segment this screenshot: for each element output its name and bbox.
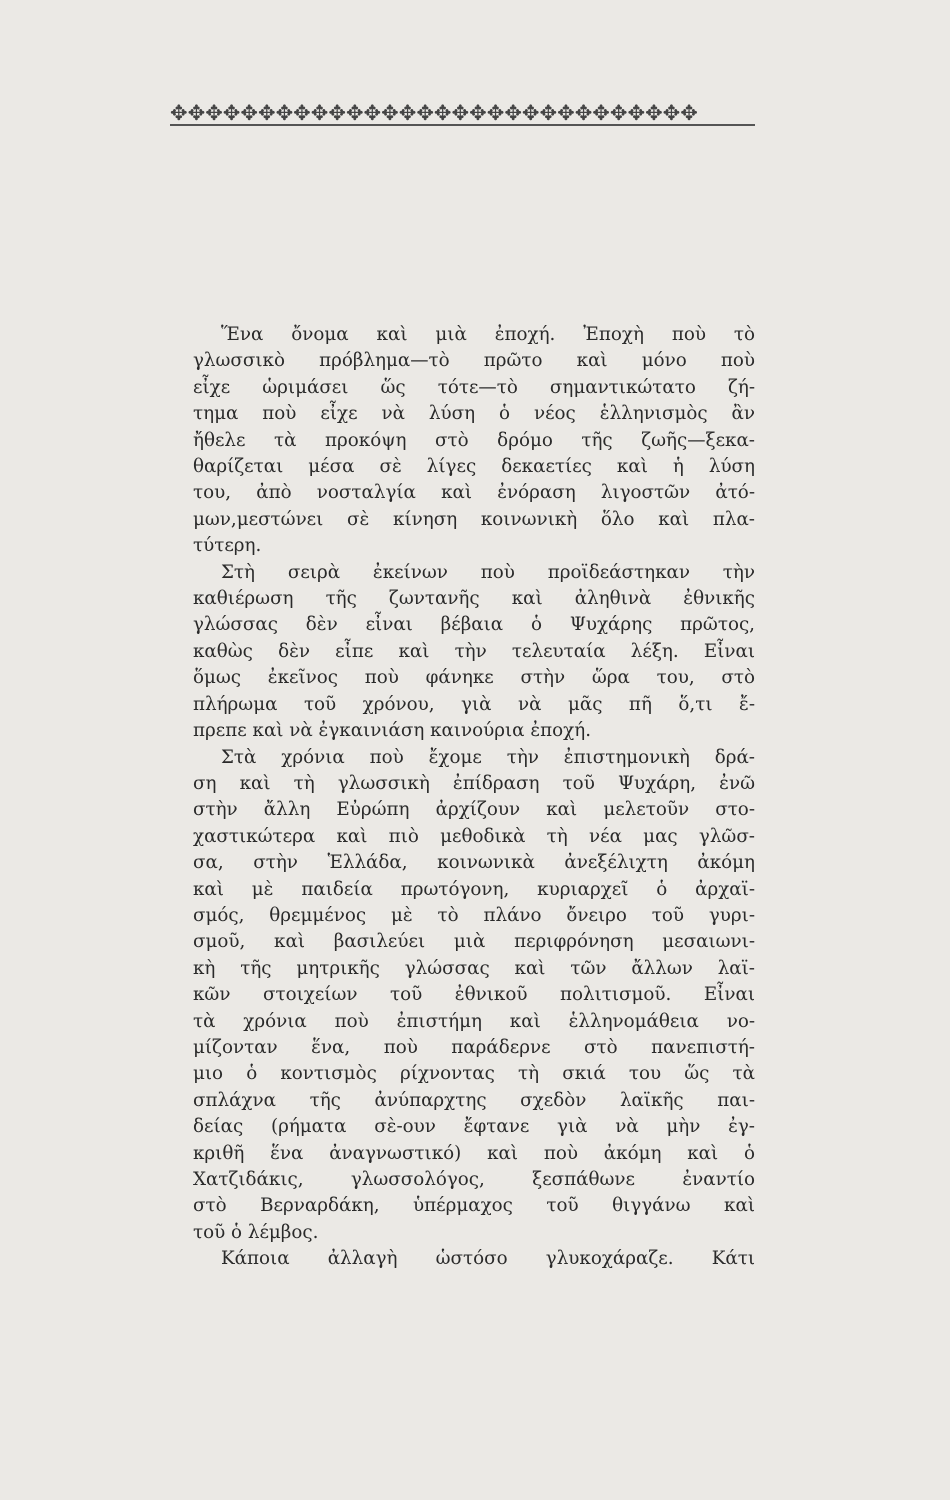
text-line: σμός, θρεμμένος μὲ τὸ πλάνο ὄνειρο τοῦ γυρι-	[193, 904, 755, 926]
text-line: Ἕνα ὄνομα καὶ μιὰ ἐποχή. Ἐποχὴ ποὺ τὸ	[221, 324, 755, 345]
text-line: τημα ποὺ εἶχε νὰ λύση ὁ νέος ἑλληνισμὸς ἂν	[193, 403, 755, 425]
text-line: στὴν ἄλλη Εὐρώπη ἀρχίζουν καὶ μελετοῦν στο-	[193, 799, 755, 821]
text-line: καὶ μὲ παιδεία πρωτόγονη, κυριαρχεῖ ὁ ἀρχαϊ-	[193, 878, 755, 900]
text-line: μιο ὁ κοντισμὸς ρίχνοντας τὴ σκιά του ὥς τὰ	[193, 1063, 755, 1085]
text-line: Στὴ σειρὰ ἐκείνων ποὺ προϊδεάστηκαν τὴν	[221, 561, 755, 583]
text-line: σμοῦ, καὶ βασιλεύει μιὰ περιφρόνηση μεσαιωνι-	[193, 931, 755, 953]
text-line: πλήρωμα τοῦ χρόνου, γιὰ νὰ μᾶς πῆ ὅ,τι ἔ-	[193, 693, 755, 715]
text-line: ὅμως ἐκεῖνος ποὺ φάνηκε στὴν ὥρα του, στὸ	[193, 667, 755, 689]
text-line: κῶν στοιχείων τοῦ ἐθνικοῦ πολιτισμοῦ. Εἶναι	[193, 984, 755, 1006]
text-line: καθὼς δὲν εἶπε καὶ τὴν τελευταία λέξη. Εἶναι	[193, 640, 755, 662]
text-line: ση καὶ τὴ γλωσσικὴ ἐπίδραση τοῦ Ψυχάρη, ἐνῶ	[193, 772, 755, 794]
text-line: τύτερη.	[193, 535, 262, 557]
text-line: τοῦ ὁ λέμβος.	[193, 1221, 319, 1243]
paragraph-2	[193, 560, 755, 745]
text-line: πρεπε καὶ νὰ ἐγκαινιάση καινούρια ἐποχή.	[193, 720, 592, 742]
text-line: εἶχε ὡριμάσει ὥς τότε—τὸ σημαντικώτατο ζή-	[193, 376, 755, 398]
text-line: τὰ χρόνια ποὺ ἐπιστήμη καὶ ἑλληνομάθεια νο-	[193, 1010, 755, 1032]
text-line: κὴ τῆς μητρικῆς γλώσσας καὶ τῶν ἄλλων λαϊ-	[193, 957, 755, 979]
text-line: ἤθελε τὰ προκόψη στὸ δρόμο τῆς ζωῆς—ξεκα-	[193, 429, 755, 451]
text-line: μίζονταν ἕνα, ποὺ παράδερνε στὸ πανεπιστή-	[193, 1036, 755, 1058]
body-text	[193, 322, 755, 1273]
text-line: χαστικώτερα καὶ πιὸ μεθοδικὰ τὴ νέα μας γλῶσ-	[193, 825, 755, 847]
text-line: σπλάχνα τῆς ἀνύπαρχτης σχεδὸν λαϊκῆς παι-	[193, 1089, 755, 1111]
text-line: του, ἀπὸ νοσταλγία καὶ ἐνόραση λιγοστῶν ἀτό-	[193, 482, 755, 504]
ornament-pattern: ✥✥✥✥✥✥✥✥✥✥✥✥✥✥✥✥✥✥✥✥✥✥✥✥✥✥✥✥✥✥	[170, 101, 698, 125]
text-line: θαρίζεται μέσα σὲ λίγες δεκαετίες καὶ ἡ λύση	[193, 456, 755, 478]
text-line: καθιέρωση τῆς ζωντανῆς καὶ ἀληθινὰ ἐθνικῆς	[193, 588, 755, 610]
text-line: δείας (ρήματα σὲ-ουν ἔφτανε γιὰ νὰ μὴν ἐγ-	[193, 1116, 755, 1138]
text-line: Χατζιδάκις, γλωσσολόγος, ξεσπάθωνε ἐναντίο	[193, 1169, 755, 1190]
text-line: κριθῆ ἕνα ἀναγνωστικό) καὶ ποὺ ἀκόμη καὶ ὁ	[193, 1142, 755, 1164]
paragraph-1	[193, 322, 755, 560]
text-line: στὸ Βερναρδάκη, ὑπέρμαχος τοῦ θιγγάνω καὶ	[193, 1195, 755, 1217]
text-line: γλωσσικὸ πρόβλημα—τὸ πρῶτο καὶ μόνο ποὺ	[193, 350, 755, 372]
text-line: Κάποια ἀλλαγὴ ὡστόσο γλυκοχάραζε. Κάτι	[221, 1248, 755, 1270]
paragraph-4	[193, 1246, 755, 1272]
text-line: μων,μεστώνει σὲ κίνηση κοινωνικὴ ὅλο καὶ πλα-	[193, 508, 755, 530]
text-line: γλώσσας δὲν εἶναι βέβαια ὁ Ψυχάρης πρῶτος,	[193, 614, 755, 636]
ornament-rule	[170, 124, 755, 126]
paragraph-3	[193, 745, 755, 1247]
decorative-border	[170, 96, 755, 130]
text-line: Στὰ χρόνια ποὺ ἔχομε τὴν ἐπιστημονικὴ δρά-	[221, 746, 755, 768]
text-line: σα, στὴν Ἑλλάδα, κοινωνικὰ ἀνεξέλιχτη ἀκόμη	[193, 852, 755, 874]
